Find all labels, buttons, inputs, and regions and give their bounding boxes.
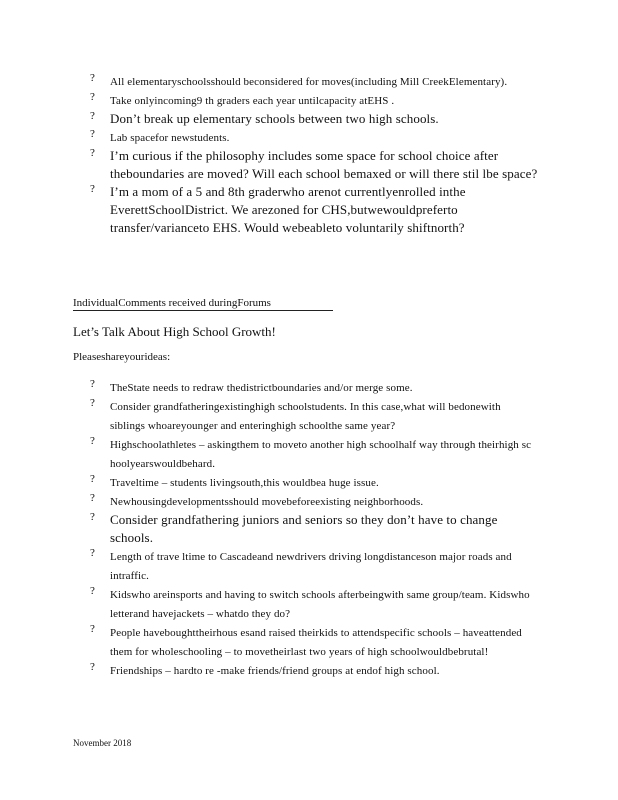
prompt-text: Pleaseshareyourideas:	[73, 351, 171, 363]
list-item-text: Length of trave ltime to Cascadeand newdrivers driving longdistanceson major roads and intraffic.	[110, 551, 512, 582]
list-item-text: Friendships – hardto re -make friends/friend groups at endof high school.	[110, 665, 440, 677]
page-footer-date: November 2018	[73, 738, 132, 748]
concerns-list	[0, 72, 618, 237]
bullet-marker-icon: ?	[90, 492, 95, 504]
list-item-text: Don’t break up elementary schools between two high schools.	[110, 111, 439, 126]
list-item-text: I’m curious if the philosophy includes some space for school choice after theboundaries are moved? Will each school bemaxed or will there stil lbe space?	[110, 148, 538, 181]
list-item	[0, 623, 618, 661]
list-item-text: Traveltime – students livingsouth,this wouldbea huge issue.	[110, 477, 379, 489]
list-item	[0, 397, 618, 435]
bullet-marker-icon: ?	[90, 91, 95, 103]
list-item	[0, 492, 618, 511]
bullet-marker-icon: ?	[90, 623, 95, 635]
list-item	[0, 547, 618, 585]
bullet-marker-icon: ?	[90, 183, 95, 195]
list-item	[0, 511, 618, 547]
list-item	[0, 585, 618, 623]
list-item	[0, 128, 618, 147]
list-item-text: Lab spacefor newstudents.	[110, 132, 230, 144]
bullet-marker-icon: ?	[90, 473, 95, 485]
list-item	[0, 91, 618, 110]
list-item-text: Take onlyincoming9 th graders each year untilcapacity atEHS .	[110, 95, 395, 107]
bullet-marker-icon: ?	[90, 378, 95, 390]
list-item-text: I’m a mom of a 5 and 8th graderwho arenot currentlyenrolled inthe EverettSchoolDistrict. We arezoned for CHS,butwewouldpreferto transfer/varianceto EHS. Would webeableto voluntarily shiftnorth?	[110, 184, 466, 235]
bullet-marker-icon: ?	[90, 397, 95, 409]
comments-list	[0, 378, 618, 680]
list-item	[0, 183, 618, 237]
bullet-marker-icon: ?	[90, 435, 95, 447]
list-item	[0, 110, 618, 128]
bullet-marker-icon: ?	[90, 661, 95, 673]
list-item-text: People haveboughttheirhous esand raised theirkids to attendspecific schools – haveattended them for wholeschooling – to movetheirlast two years of high schoolwouldbebrutal!	[110, 627, 522, 658]
list-item-text: All elementaryschoolsshould beconsidered for moves(including Mill CreekElementary).	[110, 76, 508, 88]
bullet-marker-icon: ?	[90, 72, 95, 84]
bullet-marker-icon: ?	[90, 128, 95, 140]
list-item	[0, 435, 618, 473]
bullet-marker-icon: ?	[90, 110, 95, 122]
section-heading: IndividualComments received duringForums	[73, 297, 333, 311]
list-item-text: Consider grandfatheringexistinghigh schoolstudents. In this case,what will bedonewith siblings whoareyounger and enteringhigh schoolthe same year?	[110, 401, 501, 432]
bullet-marker-icon: ?	[90, 147, 95, 159]
list-item	[0, 378, 618, 397]
list-item-text: Consider grandfathering juniors and seniors so they don’t have to change schools.	[110, 512, 498, 545]
bullet-marker-icon: ?	[90, 511, 95, 523]
bullet-marker-icon: ?	[90, 585, 95, 597]
list-item	[0, 147, 618, 183]
list-item-text: Highschoolathletes – askingthem to moveto another high schoolhalf way through theirhigh sc hoolyearswouldbehard.	[110, 439, 532, 470]
list-item	[0, 72, 618, 91]
list-item	[0, 661, 618, 680]
list-item-text: Newhousingdevelopmentsshould movebeforeexisting neighborhoods.	[110, 496, 424, 508]
bullet-marker-icon: ?	[90, 547, 95, 559]
list-item-text: TheState needs to redraw thedistrictboundaries and/or merge some.	[110, 382, 413, 394]
list-item	[0, 473, 618, 492]
list-item-text: Kidswho areinsports and having to switch schools afterbeingwith same group/team. Kidswho letterand havejackets – whatdo they do?	[110, 589, 530, 620]
forum-title: Let’s Talk About High School Growth!	[73, 324, 276, 339]
